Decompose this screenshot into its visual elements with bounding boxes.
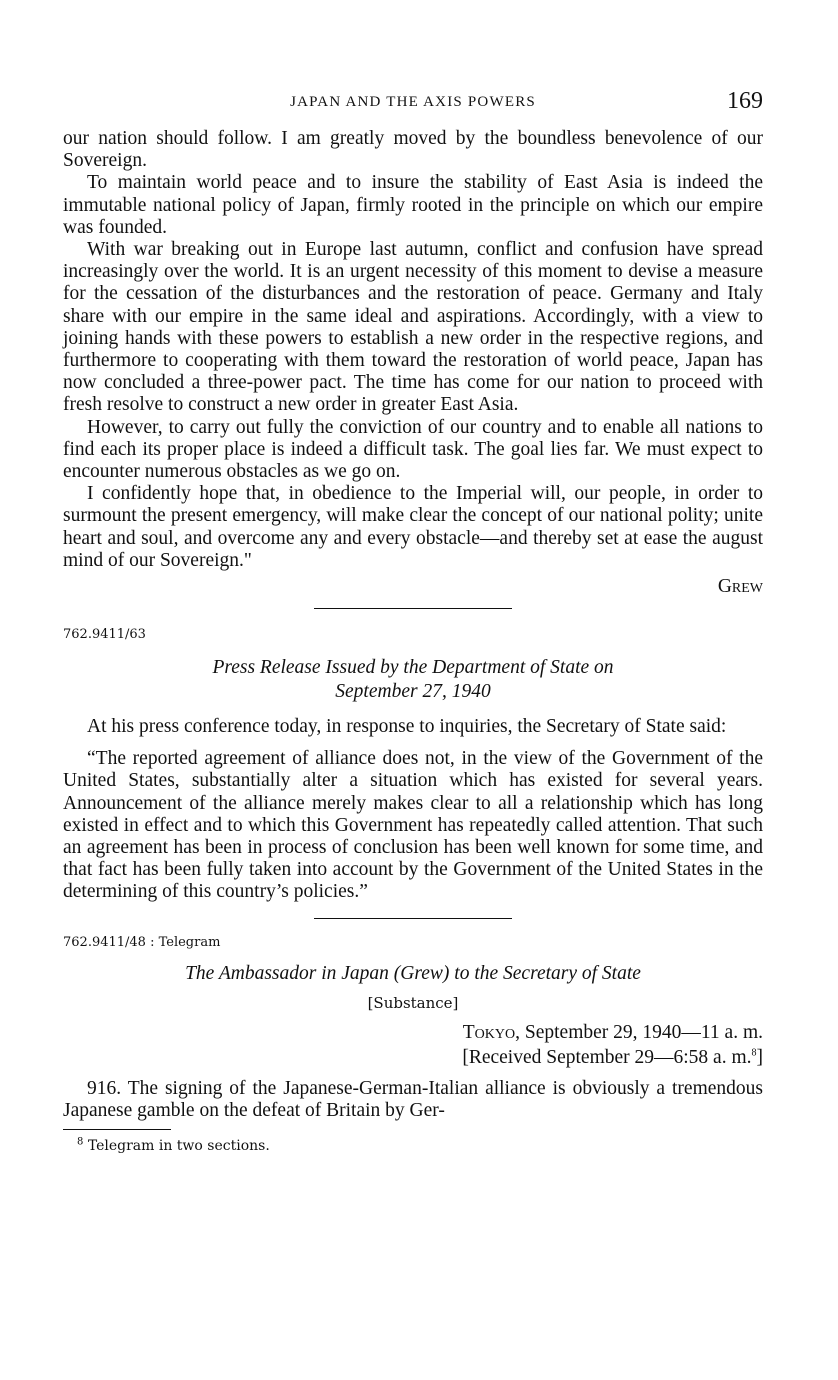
document-title-line-1: Press Release Issued by the Department of State on — [212, 657, 614, 679]
footnote-divider — [63, 1129, 171, 1130]
page-number: 169 — [727, 88, 763, 114]
paragraph-world-peace: To maintain world peace and to insure the stability of East Asia is indeed the immutable national policy of Japan, firmly rooted in the principle on which our empire was founded. — [63, 172, 763, 238]
sent-date: September 29, 1940—11 a. m. — [520, 1021, 763, 1043]
paragraph-continuation: our nation should follow. I am greatly moved by the boundless benevolence of our Sovereign. — [63, 128, 763, 172]
running-head — [63, 88, 763, 120]
footnote-reference: 8 — [751, 1047, 757, 1059]
telegram-file-number: 762.9411/48 : Telegram — [63, 934, 221, 950]
telegram-body: 916. The signing of the Japanese-German-Italian alliance is obviously a tremendous Japanese gamble on the defeat of Britain by Ger- — [63, 1077, 763, 1121]
dateline — [63, 1020, 763, 1070]
document-page — [63, 88, 763, 1154]
footnote — [77, 1138, 763, 1154]
received-date: [Received September 29—6:58 a. m. — [462, 1046, 752, 1068]
file-number: 762.9411/63 — [63, 627, 146, 643]
sent-line — [63, 1020, 763, 1045]
paragraph-difficult-task: However, to carry out fully the conviction of our country and to enable all nations to find each its proper place is indeed a difficult task. The goal lies far. We must expect to encounter numerous obstacles as we go on. — [63, 416, 763, 483]
footnote-text: Telegram in two sections. — [87, 1138, 270, 1155]
signature: Grew — [717, 576, 763, 598]
place-name: Tokyo, — [462, 1021, 520, 1043]
paragraph-war-in-europe: With war breaking out in Europe last autumn, conflict and confusion have spread increasingly over the world. It is an urgent necessity of this moment to devise a measure for the cessation of the disturbances and the restoration of peace. Germany and Italy share with our empire in the same ideal and aspirations. Accordingly, with a view to joining hands with these powers to establish a new order in the respective regions, and furthermore to cooperating with them toward the restoration of world peace, Japan has now concluded a three-power pact. The time has come for our nation to proceed with fresh resolve to construct a new order in greater East Asia. — [63, 239, 763, 416]
press-release-quote: “The reported agreement of alliance does not, in the view of the Government of the United States, substantially alter a situation which has existed for several years. Announcement of the alliance merely makes clear to all a relationship which has long existed in effect and to which this Government has repeatedly called attention. That such an agreement has been in process of conclusion has been well known for some time, and that fact has been fully taken into account by the Government of the United States in the determining of this country’s policies.” — [63, 748, 763, 903]
substance-label: [Substance] — [367, 993, 459, 1012]
section-divider — [314, 608, 512, 609]
received-bracket: ] — [756, 1046, 763, 1068]
telegram-title: The Ambassador in Japan (Grew) to the Secretary of State — [185, 962, 641, 984]
footnote-marker: 8 — [77, 1136, 84, 1148]
document-title-line-2: September 27, 1940 — [335, 681, 491, 703]
section-divider — [314, 918, 512, 919]
received-line — [63, 1045, 763, 1070]
paragraph-confident-hope: I confidently hope that, in obedience to the Imperial will, our people, in order to surmount the present emergency, will make clear the concept of our national polity; unite heart and soul, and overcome any and every obstacle—and thereby set at ease the august mind of our Sovereign." — [63, 483, 763, 571]
document-title — [63, 656, 763, 704]
press-release-intro: At his press conference today, in response to inquiries, the Secretary of State said: — [87, 716, 727, 738]
running-title: JAPAN AND THE AXIS POWERS — [290, 94, 536, 110]
